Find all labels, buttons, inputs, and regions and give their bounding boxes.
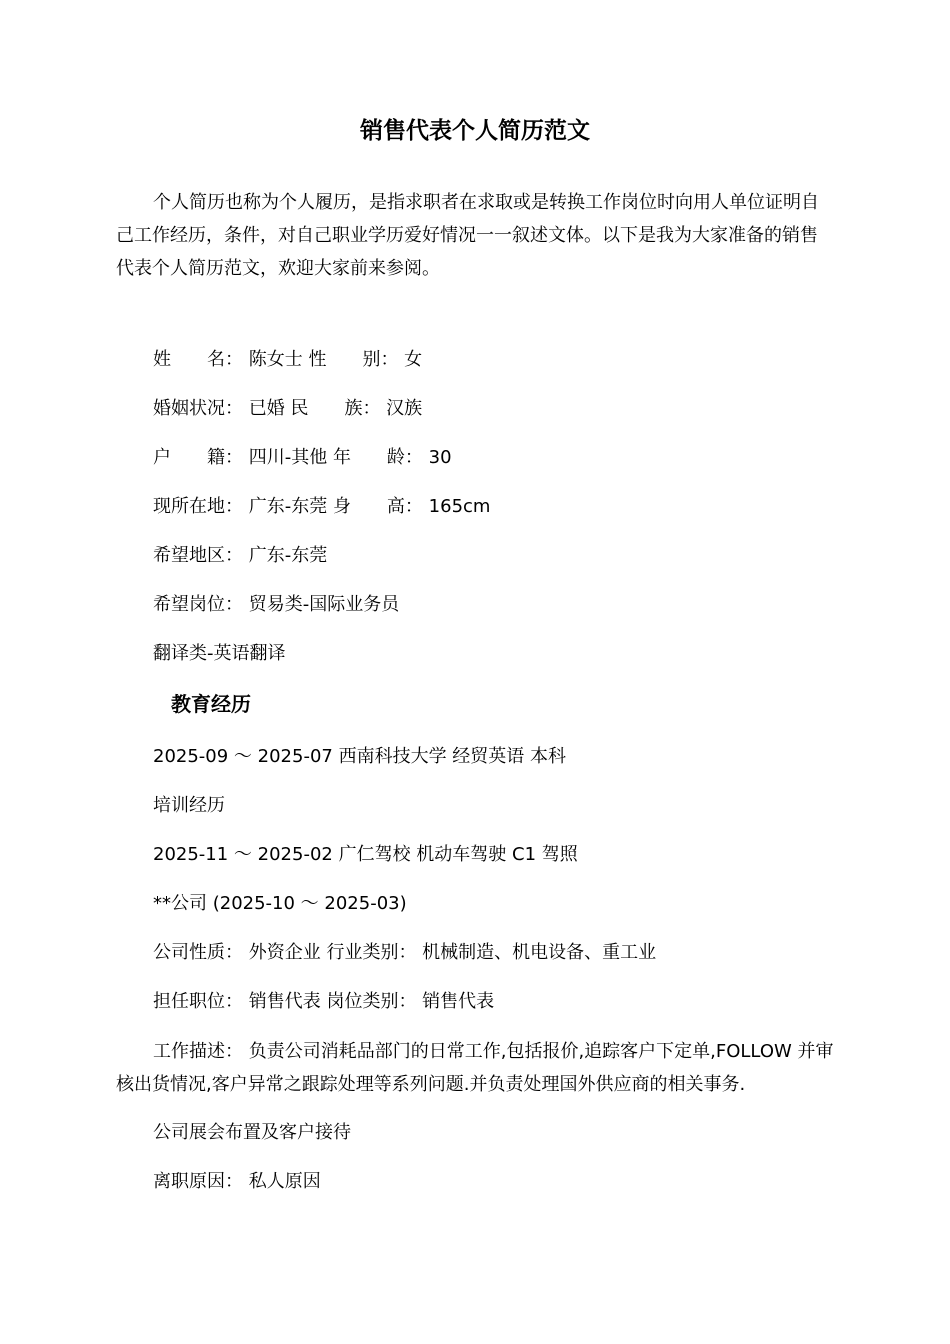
hometown-age-line: 户 籍： 四川-其他 年 龄： 30	[153, 447, 452, 468]
job-position-line: 担任职位： 销售代表 岗位类别： 销售代表	[153, 991, 495, 1012]
training-heading: 培训经历	[153, 795, 225, 816]
leave-reason-line: 离职原因： 私人原因	[153, 1171, 321, 1192]
desired-position-line-2: 翻译类-英语翻译	[153, 643, 286, 664]
education-entry: 2025-09 ～ 2025-07 西南科技大学 经贸英语 本科	[153, 746, 567, 767]
document-title: 销售代表个人简历范文	[360, 118, 590, 144]
company-nature-line: 公司性质： 外资企业 行业类别： 机械制造、机电设备、重工业	[153, 942, 657, 963]
intro-paragraph: 个人简历也称为个人履历，是指求职者在求取或是转换工作岗位时向用人单位证明自己工作经历，条件，对自己职业学历爱好情况一一叙述文体。以下是我为大家准备的销售代表个人简历范文，欢迎大家前来参阅。	[116, 192, 819, 279]
desired-position-line: 希望岗位： 贸易类-国际业务员	[153, 594, 400, 615]
job-description: 工作描述： 负责公司消耗品部门的日常工作,包括报价,追踪客户下定单,FOLLOW 并审核出货情况,客户异常之跟踪处理等系列问题.并负责处理国外供应商的相关事务.	[116, 1041, 834, 1095]
training-entry: 2025-11 ～ 2025-02 广仁驾校 机动车驾驶 C1 驾照	[153, 844, 578, 865]
desired-region-line: 希望地区： 广东-东莞	[153, 545, 328, 566]
exhibition-line: 公司展会布置及客户接待	[153, 1122, 351, 1143]
name-gender-line: 姓 名： 陈女士 性 别： 女	[153, 349, 423, 370]
education-heading: 教育经历	[171, 692, 251, 716]
marital-ethnicity-line: 婚姻状况： 已婚 民 族： 汉族	[153, 398, 423, 419]
location-height-line: 现所在地： 广东-东莞 身 高： 165cm	[153, 496, 491, 517]
work-company: **公司 (2025-10 ～ 2025-03)	[153, 893, 407, 914]
